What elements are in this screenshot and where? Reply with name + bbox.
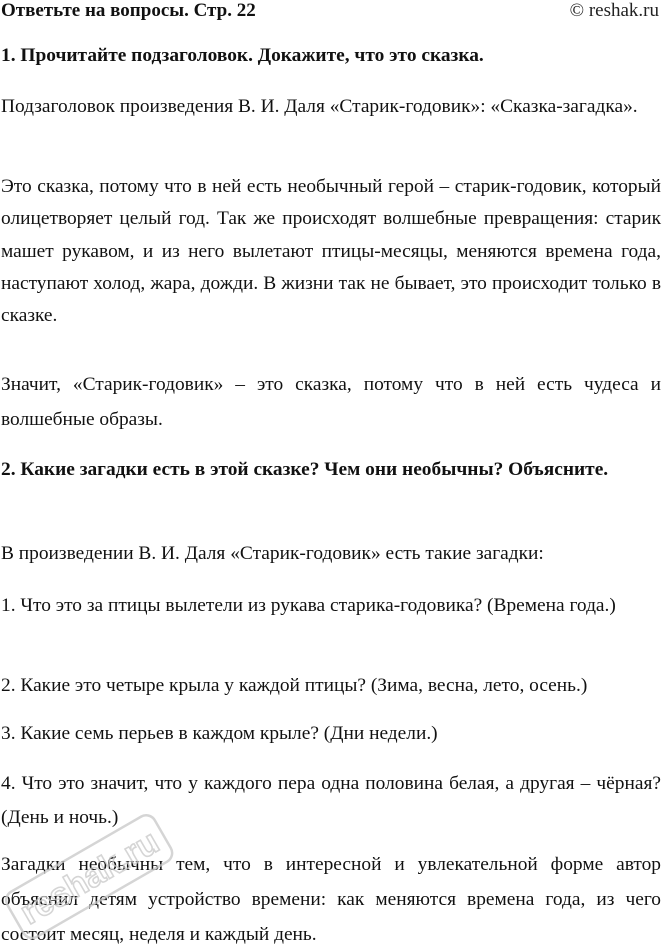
question-1-heading: 1. Прочитайте подзаголовок. Докажите, что это сказка. <box>1 45 484 66</box>
riddle-item-3: 3. Какие семь перьев в каждом крыле? (Дни недели.) <box>1 723 438 744</box>
riddle-item-4: 4. Что это значит, что у каждого пера одна половина белая, а другая – чёрная? (День и ночь.) <box>1 773 661 828</box>
question-1-paragraph-3: Значит, «Старик-годовик» – это сказка, потому что в ней есть чудеса и волшебные образы. <box>1 374 661 430</box>
question-1-paragraph-1: Подзаголовок произведения В. И. Даля «Старик-годовик»: «Сказка-загадка». <box>1 96 638 117</box>
question-2-heading: 2. Какие загадки есть в этой сказке? Чем они необычны? Объясните. <box>1 459 609 480</box>
riddle-item-1: 1. Что это за птицы вылетели из рукава старика-годовика? (Времена года.) <box>1 595 616 616</box>
question-1-paragraph-2: Это сказка, потому что в ней есть необычный герой – старик-годовик, который олицетворяет целый год. Так же происходят волшебные превращения: старик машет рукавом, и из него вылетают птицы-месяцы, меняются времена года, наступают холод, жара, дожди. В жизни так не бывает, это происходит только в сказке. <box>1 176 661 327</box>
svg-text:reshak.ru: reshak.ru <box>13 822 166 933</box>
site-credit: © reshak.ru <box>569 0 659 21</box>
question-2-intro: В произведении В. И. Даля «Старик-годовик» есть такие загадки: <box>1 543 544 564</box>
question-2-conclusion: Загадки необычны тем, что в интересной и увлекательной форме автор объяснил детям устройство времени: как меняются времена года, из чего состоит месяц, неделя и каждый день. <box>1 854 661 945</box>
page-title: Ответьте на вопросы. Стр. 22 <box>1 0 256 21</box>
riddle-item-2: 2. Какие это четыре крыла у каждой птицы? (Зима, весна, лето, осень.) <box>1 675 588 696</box>
page-header <box>0 0 663 24</box>
